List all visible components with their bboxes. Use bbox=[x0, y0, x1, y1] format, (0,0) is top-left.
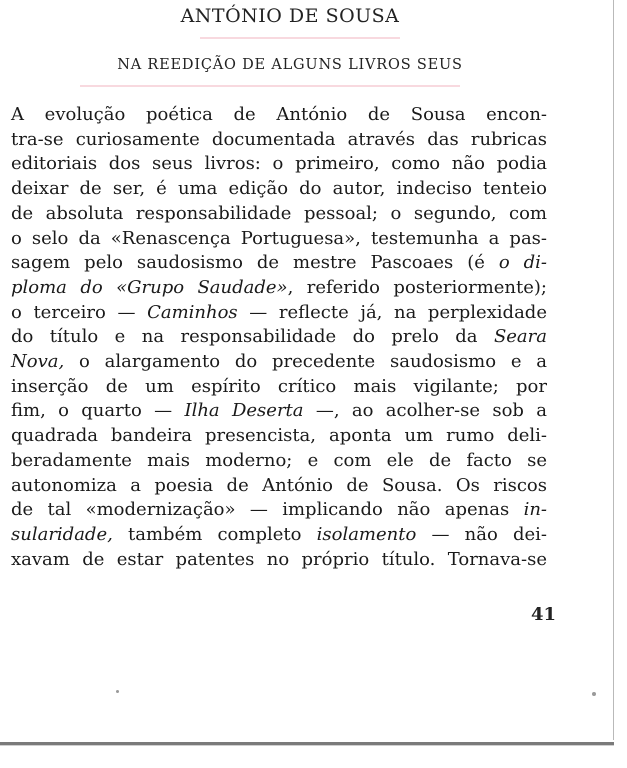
text-run: deixar de ser, é uma edição do autor, indeciso tenteio bbox=[11, 178, 547, 200]
text-line bbox=[11, 177, 547, 202]
page-number: 41 bbox=[530, 604, 556, 625]
text-line bbox=[11, 449, 547, 474]
text-line bbox=[11, 548, 547, 573]
text-line bbox=[11, 498, 547, 523]
text-line bbox=[11, 325, 547, 350]
text-line bbox=[11, 375, 547, 400]
text-run: sagem pelo saudosismo de mestre Pascoaes (é bbox=[11, 252, 499, 274]
pink-highlight-mark bbox=[80, 85, 460, 87]
italic-text: Seara bbox=[493, 326, 547, 348]
text-run: A evolução poética de António de Sousa encon- bbox=[11, 104, 547, 125]
italic-text: sularidade, bbox=[11, 523, 113, 545]
text-run: o selo da «Renascença Portuguesa», testemunha a pas- bbox=[11, 227, 547, 249]
text-run: fim, o quarto — bbox=[11, 400, 185, 422]
text-run: do título e na responsabilidade do prelo da bbox=[11, 326, 494, 348]
paper-speck bbox=[592, 692, 596, 696]
text-line bbox=[11, 251, 547, 276]
text-line bbox=[11, 128, 547, 153]
page-edge bbox=[613, 0, 614, 740]
italic-text: Nova, bbox=[11, 351, 65, 373]
text-run: o terceiro — bbox=[11, 301, 148, 323]
text-run: inserção de um espírito crítico mais vigilante; por bbox=[11, 375, 547, 397]
italic-text: in- bbox=[523, 499, 547, 521]
paper-speck bbox=[116, 690, 119, 693]
running-head: ANTÓNIO DE SOUSA bbox=[180, 5, 400, 27]
text-run: autonomiza a poesia de António de Sousa. Os riscos bbox=[11, 474, 547, 496]
text-line bbox=[11, 301, 547, 326]
text-run: também completo bbox=[112, 523, 317, 545]
text-run: tra-se curiosamente documentada através das rubricas bbox=[11, 128, 547, 150]
text-run: —, ao acolher-se sob a bbox=[303, 400, 547, 422]
text-run: beradamente mais moderno; e com ele de facto se bbox=[11, 449, 547, 471]
text-line bbox=[11, 523, 547, 548]
text-line bbox=[11, 152, 547, 177]
text-line bbox=[11, 474, 547, 499]
text-line bbox=[11, 227, 547, 252]
italic-text: isolamento bbox=[316, 523, 417, 545]
text-run: , referido posteriormente); bbox=[287, 276, 547, 298]
text-run: — não dei- bbox=[416, 523, 547, 545]
text-line bbox=[11, 276, 547, 301]
text-line bbox=[11, 399, 547, 424]
page-edge-shadow bbox=[0, 745, 614, 746]
text-line bbox=[11, 103, 547, 128]
text-line bbox=[11, 424, 547, 449]
italic-text: ploma do «Grupo Saudade» bbox=[11, 276, 288, 298]
italic-text: Caminhos bbox=[147, 301, 238, 323]
text-run: o alargamento do precedente saudosismo e a bbox=[64, 351, 547, 373]
italic-text: o di- bbox=[498, 252, 547, 274]
text-run: xavam de estar patentes no próprio título. Tornava-se bbox=[11, 548, 547, 570]
text-run: de tal «modernização» — implicando não apenas bbox=[11, 499, 524, 521]
text-run: — reflecte já, na perplexidade bbox=[237, 301, 547, 323]
body-paragraph bbox=[11, 103, 547, 572]
text-run: editoriais dos seus livros: o primeiro, como não podia bbox=[11, 153, 547, 175]
text-run: quadrada bandeira presencista, aponta um rumo deli- bbox=[11, 425, 547, 447]
section-title: NA REEDIÇÃO DE ALGUNS LIVROS SEUS bbox=[117, 57, 463, 73]
text-line bbox=[11, 202, 547, 227]
pink-highlight-mark bbox=[200, 37, 400, 39]
text-run: de absoluta responsabilidade pessoal; o segundo, com bbox=[11, 202, 547, 224]
text-line bbox=[11, 350, 547, 375]
italic-text: Ilha Deserta bbox=[184, 400, 304, 422]
